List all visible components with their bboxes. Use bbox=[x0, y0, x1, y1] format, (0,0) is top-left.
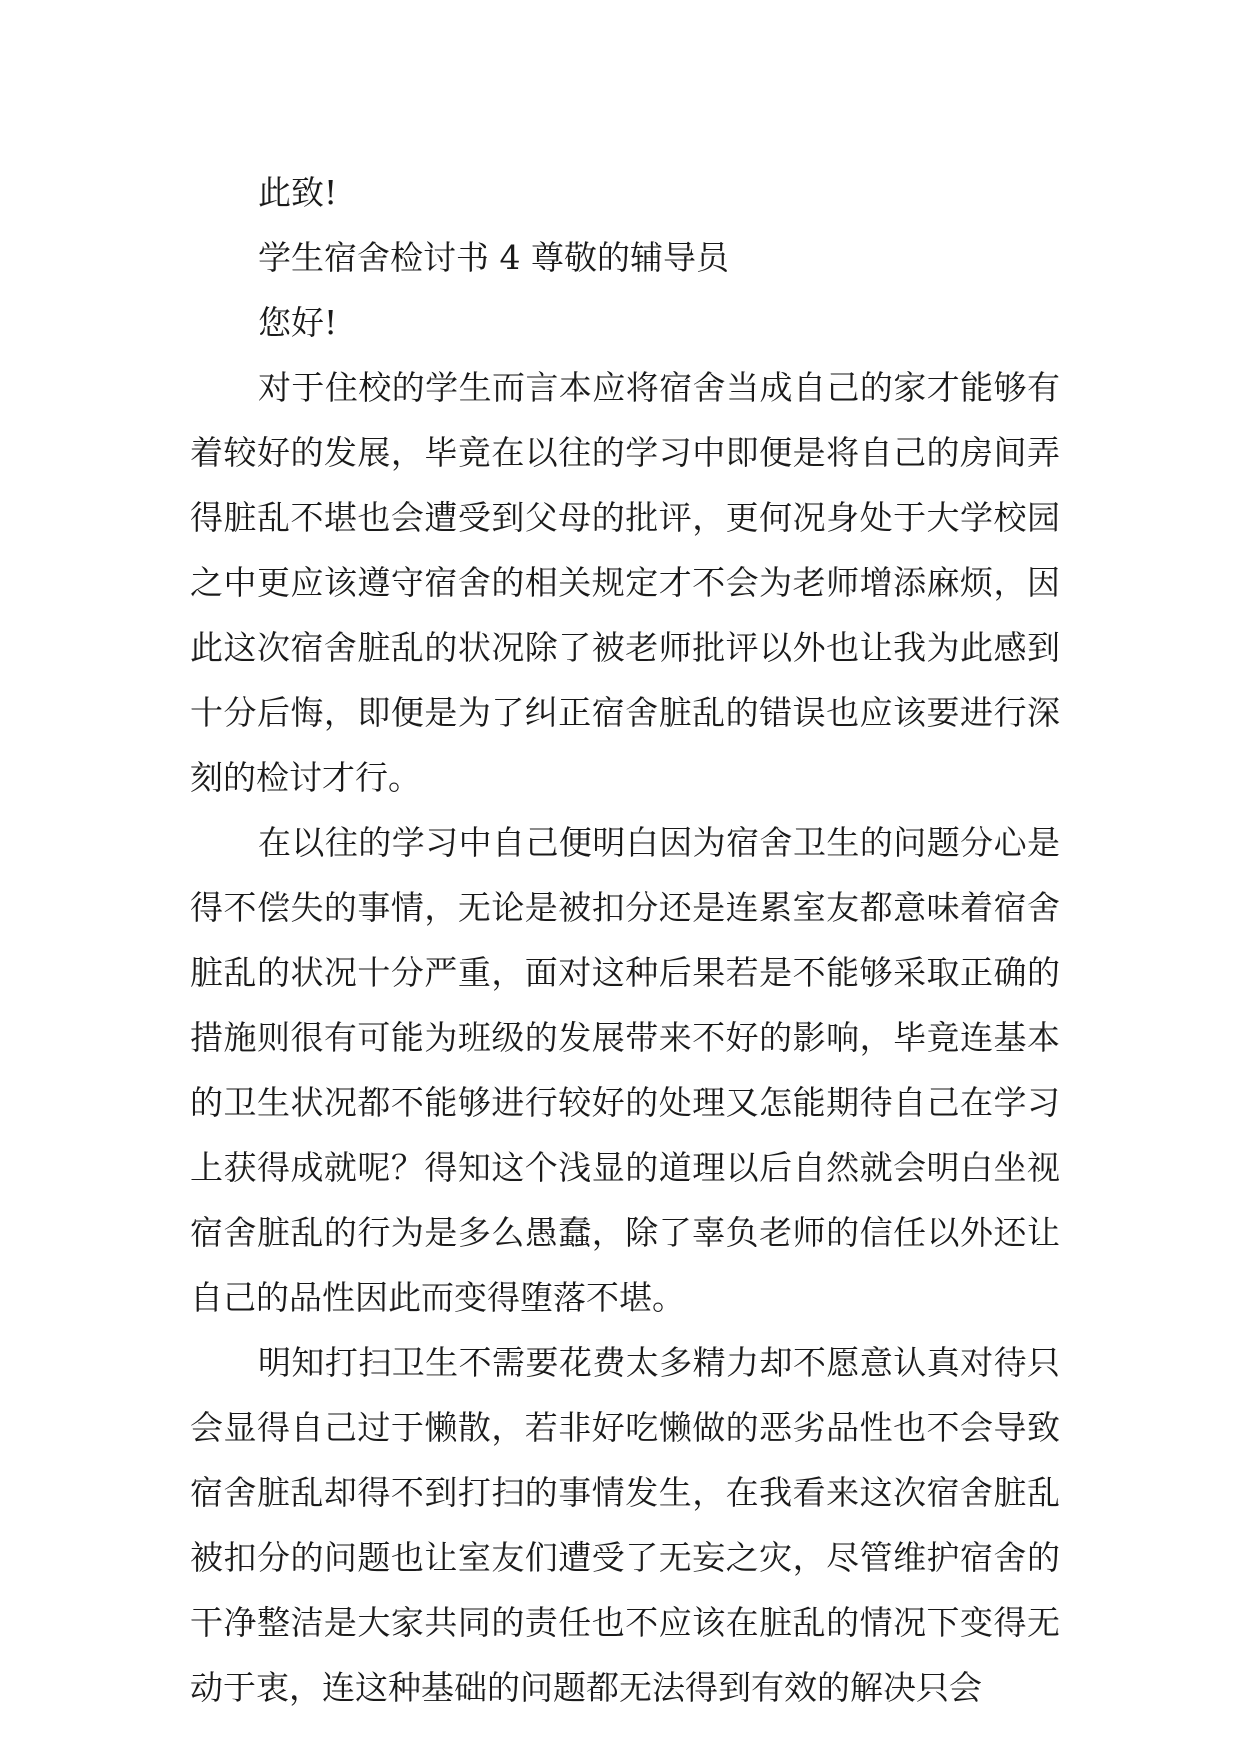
document-heading: 学生宿舍检讨书 4 尊敬的辅导员 bbox=[258, 238, 729, 277]
paragraph-3: 明知打扫卫生不需要花费太多精力却不愿意认真对待只会显得自己过于懒散，若非好吃懒做的恶劣品性也不会导致宿舍脏乱却得不到打扫的事情发生，在我看来这次宿舍脏乱被扣分的问题也让室友们遭受了无妄之灾，尽管维护宿舍的干净整洁是大家共同的责任也不应该在脏乱的情况下变得无动于衷，连这种基础的问题都无法得到有效的解决只会 bbox=[190, 1343, 1060, 1707]
document-body bbox=[190, 160, 1060, 1720]
greeting: 您好! bbox=[258, 303, 338, 342]
paragraph-2: 在以往的学习中自己便明白因为宿舍卫生的问题分心是得不偿失的事情，无论是被扣分还是连累室友都意味着宿舍脏乱的状况十分严重，面对这种后果若是不能够采取正确的措施则很有可能为班级的发展带来不好的影响，毕竟连基本的卫生状况都不能够进行较好的处理又怎能期待自己在学习上获得成就呢？得知这个浅显的道理以后自然就会明白坐视宿舍脏乱的行为是多么愚蠢，除了辜负老师的信任以外还让自己的品性因此而变得堕落不堪。 bbox=[190, 823, 1060, 1317]
paragraph-1: 对于住校的学生而言本应将宿舍当成自己的家才能够有着较好的发展，毕竟在以往的学习中即便是将自己的房间弄得脏乱不堪也会遭受到父母的批评，更何况身处于大学校园之中更应该遵守宿舍的相关规定才不会为老师增添麻烦，因此这次宿舍脏乱的状况除了被老师批评以外也让我为此感到十分后悔，即便是为了纠正宿舍脏乱的错误也应该要进行深刻的检讨才行。 bbox=[190, 368, 1060, 797]
closing-salutation: 此致! bbox=[258, 173, 338, 212]
